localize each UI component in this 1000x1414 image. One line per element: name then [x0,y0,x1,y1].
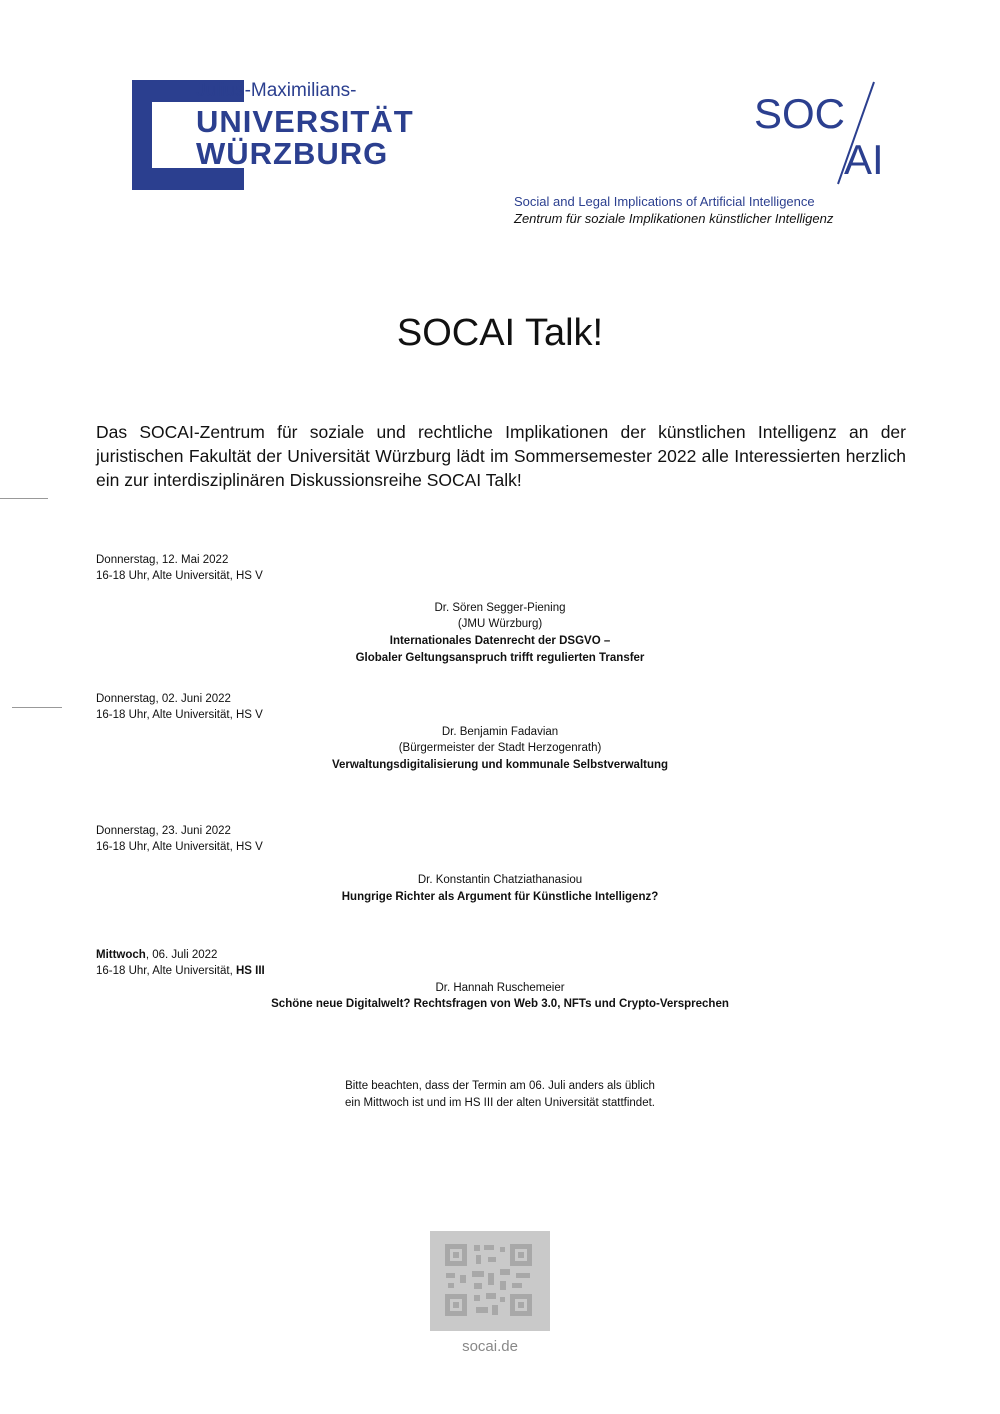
note-line1: Bitte beachten, dass der Termin am 06. Juli anders als üblich [345,1080,655,1092]
hole-mark [12,707,62,708]
socai-subtitle-de: Zentrum für soziale Implikationen künstlicher Intelligenz [514,211,834,226]
event-1-time-place: 16-18 Uhr, Alte Universität, HS V [96,570,263,582]
event-4-topic: Schöne neue Digitalwelt? Rechtsfragen von Web 3.0, NFTs und Crypto-Versprechen [271,998,729,1010]
event-1-date: Donnerstag, 12. Mai 2022 [96,554,229,566]
event-4-date-rest: , 06. Juli 2022 [145,949,218,961]
university-name-line1: Julius-Maximilians- [196,80,357,101]
socai-logo-right: AI [844,136,884,183]
event-1-topic-line1: Internationales Datenrecht der DSGVO – [389,635,611,647]
page-title: SOCAI Talk! [396,312,604,354]
event-2-topic: Verwaltungsdigitalisierung und kommunale Selbstverwaltung [331,759,669,771]
event-4-room: HS III [235,965,265,977]
socai-logo-left: SOC [754,90,846,137]
event-4-date-day: Mittwoch [96,949,146,961]
event-3-date: Donnerstag, 23. Juni 2022 [96,825,231,837]
socai-logo [752,78,892,188]
event-4-time-place [96,963,265,979]
event-3-topic: Hungrige Richter als Argument für Künstliche Intelligenz? [341,891,659,903]
event-4-time-place-prefix: 16-18 Uhr, Alte Universität, [96,965,236,977]
event-3-time-place: 16-18 Uhr, Alte Universität, HS V [96,841,263,853]
intro-paragraph: Das SOCAI-Zentrum für soziale und rechtliche Implikationen der künstlichen Intelligenz an der juristischen Fakultät der Universität Würzburg lädt im Sommersemester 2022 alle Interessierten herzlich ein zur interdisziplinären Diskussionsreihe SOCAI Talk! [96,422,906,490]
event-2-speaker: Dr. Benjamin Fadavian [441,726,559,738]
qr-code[interactable] [430,1231,550,1331]
event-2-affiliation: (Bürgermeister der Stadt Herzogenrath) [398,742,602,754]
university-name-line2: UNIVERSITÄT [196,104,414,139]
event-2-date: Donnerstag, 02. Juni 2022 [96,693,231,705]
event-4-speaker: Dr. Hannah Ruschemeier [435,982,565,994]
socai-subtitle-en: Social and Legal Implications of Artificial Intelligence [514,194,815,209]
note-block [200,1078,800,1112]
event-1-affiliation: (JMU Würzburg) [457,618,543,630]
event-1-topic-line2: Globaler Geltungsanspruch trifft regulierten Transfer [355,652,645,664]
university-name-line3: WÜRZBURG [196,136,389,171]
fold-mark [0,498,48,499]
event-3-speaker: Dr. Konstantin Chatziathanasiou [417,874,583,886]
event-2-time-place: 16-18 Uhr, Alte Universität, HS V [96,709,263,721]
note-line2: ein Mittwoch ist und im HS III der alten Universität stattfindet. [345,1097,655,1109]
qr-code-icon [430,1231,550,1331]
website-url[interactable]: socai.de [462,1338,518,1355]
event-4-date [96,947,217,963]
event-1-speaker: Dr. Sören Segger-Piening [434,602,566,614]
